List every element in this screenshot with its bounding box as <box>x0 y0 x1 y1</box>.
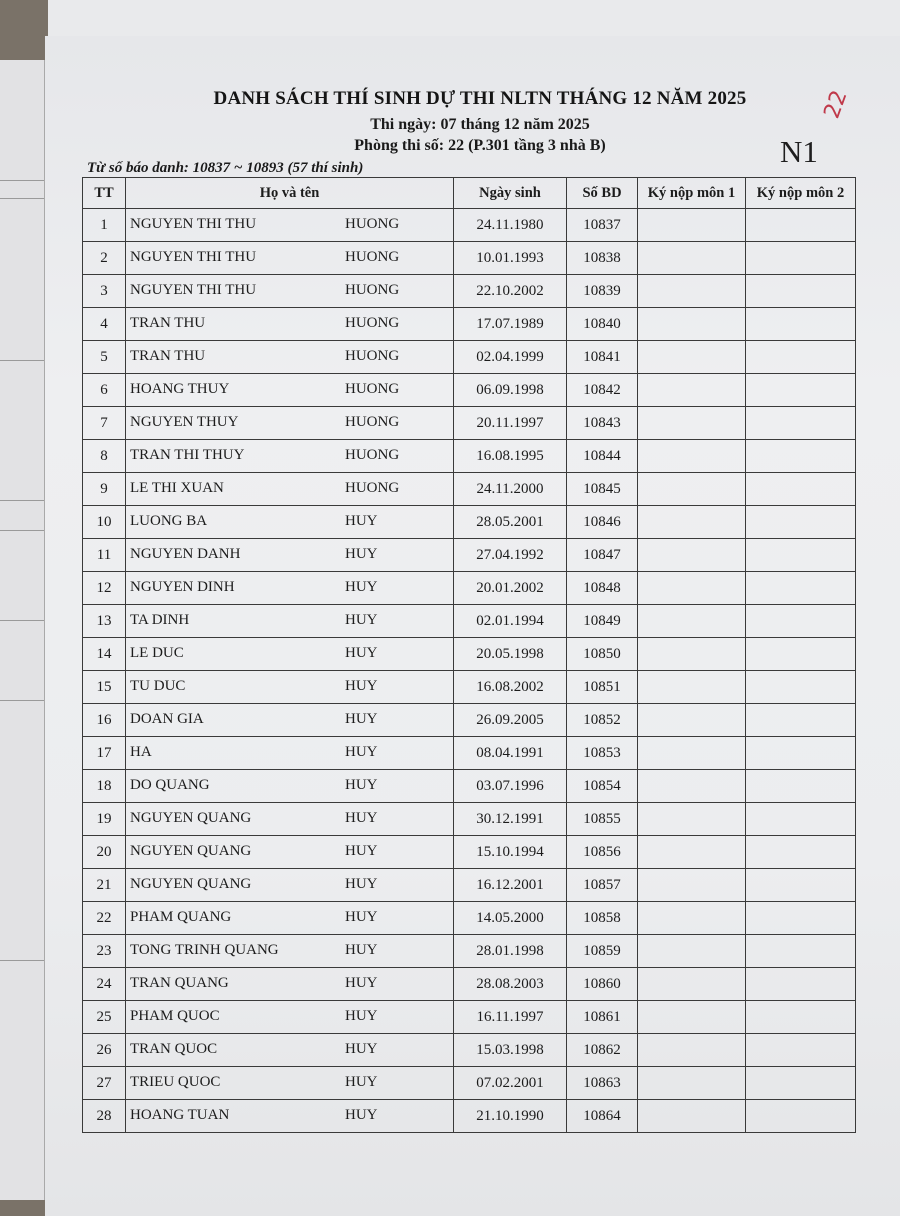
signature-cell-1 <box>638 671 746 704</box>
date-of-birth: 20.11.1997 <box>454 407 567 440</box>
first-name: HUONG <box>345 315 400 331</box>
last-middle-name: HOANG THUY <box>130 381 230 397</box>
signature-cell-1 <box>638 770 746 803</box>
col-header-sign-2: Ký nộp môn 2 <box>746 178 856 209</box>
signature-cell-1 <box>638 506 746 539</box>
date-of-birth: 07.02.2001 <box>454 1067 567 1100</box>
candidate-name <box>126 506 454 539</box>
table-row <box>83 605 856 638</box>
row-number: 23 <box>83 935 126 968</box>
signature-cell-2 <box>746 671 856 704</box>
first-name: HUY <box>345 1107 378 1123</box>
last-middle-name: HOANG TUAN <box>130 1107 230 1123</box>
signature-cell-1 <box>638 1100 746 1133</box>
candidate-name <box>126 242 454 275</box>
signature-cell-1 <box>638 704 746 737</box>
candidate-name <box>126 308 454 341</box>
table-row <box>83 737 856 770</box>
candidate-name <box>126 704 454 737</box>
last-middle-name: LE DUC <box>130 645 184 661</box>
last-middle-name: NGUYEN QUANG <box>130 810 252 826</box>
signature-cell-1 <box>638 1001 746 1034</box>
candidate-table <box>82 177 856 1133</box>
table-body <box>83 209 856 1133</box>
candidate-number: 10860 <box>567 968 638 1001</box>
table-row <box>83 704 856 737</box>
row-number: 8 <box>83 440 126 473</box>
last-middle-name: NGUYEN THUY <box>130 414 239 430</box>
candidate-number: 10850 <box>567 638 638 671</box>
first-name: HUONG <box>345 480 400 496</box>
row-number: 18 <box>83 770 126 803</box>
date-of-birth: 20.05.1998 <box>454 638 567 671</box>
table-row <box>83 1100 856 1133</box>
signature-cell-2 <box>746 638 856 671</box>
candidate-name <box>126 902 454 935</box>
candidate-name <box>126 737 454 770</box>
signature-cell-2 <box>746 572 856 605</box>
candidate-name <box>126 770 454 803</box>
candidate-name <box>126 341 454 374</box>
signature-cell-2 <box>746 275 856 308</box>
signature-cell-1 <box>638 1034 746 1067</box>
table-row <box>83 308 856 341</box>
table-row <box>83 374 856 407</box>
date-of-birth: 06.09.1998 <box>454 374 567 407</box>
first-name: HUONG <box>345 282 400 298</box>
signature-cell-1 <box>638 902 746 935</box>
last-middle-name: NGUYEN DANH <box>130 546 241 562</box>
table-row <box>83 473 856 506</box>
row-number: 12 <box>83 572 126 605</box>
candidate-name <box>126 836 454 869</box>
signature-cell-2 <box>746 770 856 803</box>
last-middle-name: TONG TRINH QUANG <box>130 942 279 958</box>
signature-cell-2 <box>746 242 856 275</box>
signature-cell-2 <box>746 1001 856 1034</box>
candidate-list-sheet <box>45 36 900 1216</box>
signature-cell-1 <box>638 275 746 308</box>
candidate-number: 10846 <box>567 506 638 539</box>
date-of-birth: 03.07.1996 <box>454 770 567 803</box>
row-number: 24 <box>83 968 126 1001</box>
candidate-number: 10862 <box>567 1034 638 1067</box>
last-middle-name: TRAN THI THUY <box>130 447 245 463</box>
date-of-birth: 08.04.1991 <box>454 737 567 770</box>
date-of-birth: 15.10.1994 <box>454 836 567 869</box>
candidate-number: 10847 <box>567 539 638 572</box>
signature-cell-2 <box>746 440 856 473</box>
candidate-name <box>126 407 454 440</box>
first-name: HUY <box>345 744 378 760</box>
first-name: HUY <box>345 843 378 859</box>
signature-cell-2 <box>746 374 856 407</box>
row-number: 13 <box>83 605 126 638</box>
signature-cell-2 <box>746 704 856 737</box>
exam-room: Phòng thi số: 22 (P.301 tầng 3 nhà B) <box>354 137 606 154</box>
signature-cell-2 <box>746 836 856 869</box>
candidate-number: 10859 <box>567 935 638 968</box>
date-of-birth: 14.05.2000 <box>454 902 567 935</box>
signature-cell-2 <box>746 539 856 572</box>
table-row <box>83 539 856 572</box>
candidate-range: Từ số báo danh: 10837 ~ 10893 (57 thí sinh) <box>87 160 364 176</box>
date-of-birth: 24.11.1980 <box>454 209 567 242</box>
table-row <box>83 1067 856 1100</box>
candidate-number: 10853 <box>567 737 638 770</box>
date-of-birth: 17.07.1989 <box>454 308 567 341</box>
col-header-sign-1: Ký nộp môn 1 <box>638 178 746 209</box>
first-name: HUY <box>345 579 378 595</box>
row-number: 28 <box>83 1100 126 1133</box>
table-row <box>83 836 856 869</box>
signature-cell-1 <box>638 836 746 869</box>
signature-cell-1 <box>638 341 746 374</box>
signature-cell-1 <box>638 737 746 770</box>
candidate-number: 10837 <box>567 209 638 242</box>
signature-cell-2 <box>746 506 856 539</box>
candidate-number: 10858 <box>567 902 638 935</box>
candidate-name <box>126 803 454 836</box>
first-name: HUONG <box>345 414 400 430</box>
signature-cell-2 <box>746 1100 856 1133</box>
row-number: 5 <box>83 341 126 374</box>
signature-cell-1 <box>638 407 746 440</box>
last-middle-name: LE THI XUAN <box>130 480 224 496</box>
col-header-tt: TT <box>83 178 126 209</box>
row-number: 3 <box>83 275 126 308</box>
candidate-name <box>126 1067 454 1100</box>
candidate-name <box>126 605 454 638</box>
table-row <box>83 572 856 605</box>
first-name: HUY <box>345 942 378 958</box>
last-middle-name: PHAM QUANG <box>130 909 232 925</box>
signature-cell-1 <box>638 1067 746 1100</box>
row-number: 27 <box>83 1067 126 1100</box>
last-middle-name: NGUYEN DINH <box>130 579 235 595</box>
row-number: 16 <box>83 704 126 737</box>
candidate-number: 10838 <box>567 242 638 275</box>
first-name: HUY <box>345 612 378 628</box>
date-of-birth: 22.10.2002 <box>454 275 567 308</box>
table-row <box>83 638 856 671</box>
candidate-name <box>126 572 454 605</box>
last-middle-name: NGUYEN QUANG <box>130 876 252 892</box>
date-of-birth: 10.01.1993 <box>454 242 567 275</box>
last-middle-name: TRIEU QUOC <box>130 1074 221 1090</box>
signature-cell-2 <box>746 209 856 242</box>
date-of-birth: 16.08.1995 <box>454 440 567 473</box>
signature-cell-1 <box>638 374 746 407</box>
signature-cell-2 <box>746 407 856 440</box>
col-header-name: Họ và tên <box>126 178 454 209</box>
last-middle-name: NGUYEN QUANG <box>130 843 252 859</box>
date-of-birth: 16.11.1997 <box>454 1001 567 1034</box>
last-middle-name: LUONG BA <box>130 513 208 529</box>
date-of-birth: 21.10.1990 <box>454 1100 567 1133</box>
handwritten-mark: 22 <box>819 87 853 122</box>
col-header-dob: Ngày sinh <box>454 178 567 209</box>
row-number: 22 <box>83 902 126 935</box>
candidate-number: 10845 <box>567 473 638 506</box>
signature-cell-2 <box>746 341 856 374</box>
signature-cell-1 <box>638 572 746 605</box>
first-name: HUY <box>345 1041 378 1057</box>
first-name: HUONG <box>345 216 400 232</box>
table-row <box>83 968 856 1001</box>
row-number: 15 <box>83 671 126 704</box>
signature-cell-1 <box>638 605 746 638</box>
candidate-name <box>126 671 454 704</box>
last-middle-name: TRAN THU <box>130 315 206 331</box>
date-of-birth: 16.08.2002 <box>454 671 567 704</box>
candidate-number: 10842 <box>567 374 638 407</box>
signature-cell-1 <box>638 209 746 242</box>
signature-cell-1 <box>638 440 746 473</box>
table-row <box>83 803 856 836</box>
signature-cell-1 <box>638 308 746 341</box>
candidate-name <box>126 1001 454 1034</box>
table-row <box>83 1034 856 1067</box>
candidate-name <box>126 638 454 671</box>
row-number: 26 <box>83 1034 126 1067</box>
first-name: HUY <box>345 645 378 661</box>
signature-cell-1 <box>638 638 746 671</box>
signature-cell-2 <box>746 869 856 902</box>
candidate-number: 10854 <box>567 770 638 803</box>
candidate-number: 10852 <box>567 704 638 737</box>
background-paper-left <box>0 60 45 1200</box>
last-middle-name: TA DINH <box>130 612 190 628</box>
candidate-number: 10861 <box>567 1001 638 1034</box>
signature-cell-1 <box>638 473 746 506</box>
table-row <box>83 671 856 704</box>
row-number: 20 <box>83 836 126 869</box>
candidate-name <box>126 968 454 1001</box>
signature-cell-2 <box>746 803 856 836</box>
candidate-number: 10855 <box>567 803 638 836</box>
row-number: 25 <box>83 1001 126 1034</box>
signature-cell-1 <box>638 803 746 836</box>
row-number: 14 <box>83 638 126 671</box>
first-name: HUY <box>345 513 378 529</box>
date-of-birth: 15.03.1998 <box>454 1034 567 1067</box>
last-middle-name: NGUYEN THI THU <box>130 216 257 232</box>
date-of-birth: 28.01.1998 <box>454 935 567 968</box>
candidate-number: 10839 <box>567 275 638 308</box>
last-middle-name: TRAN QUOC <box>130 1041 218 1057</box>
row-number: 10 <box>83 506 126 539</box>
candidate-number: 10863 <box>567 1067 638 1100</box>
candidate-number: 10849 <box>567 605 638 638</box>
date-of-birth: 28.08.2003 <box>454 968 567 1001</box>
table-row <box>83 275 856 308</box>
date-of-birth: 24.11.2000 <box>454 473 567 506</box>
last-middle-name: NGUYEN THI THU <box>130 249 257 265</box>
date-of-birth: 26.09.2005 <box>454 704 567 737</box>
candidate-number: 10844 <box>567 440 638 473</box>
first-name: HUONG <box>345 348 400 364</box>
candidate-name <box>126 539 454 572</box>
first-name: HUY <box>345 975 378 991</box>
table-row <box>83 770 856 803</box>
last-middle-name: NGUYEN THI THU <box>130 282 257 298</box>
last-middle-name: TRAN THU <box>130 348 206 364</box>
date-of-birth: 20.01.2002 <box>454 572 567 605</box>
first-name: HUONG <box>345 249 400 265</box>
candidate-name <box>126 209 454 242</box>
first-name: HUY <box>345 777 378 793</box>
signature-cell-1 <box>638 869 746 902</box>
table-row <box>83 440 856 473</box>
signature-cell-2 <box>746 308 856 341</box>
row-number: 9 <box>83 473 126 506</box>
table-header-row <box>83 178 856 209</box>
date-of-birth: 02.04.1999 <box>454 341 567 374</box>
candidate-number: 10843 <box>567 407 638 440</box>
last-middle-name: HA <box>130 744 152 760</box>
signature-cell-2 <box>746 473 856 506</box>
table-row <box>83 902 856 935</box>
first-name: HUY <box>345 810 378 826</box>
first-name: HUY <box>345 909 378 925</box>
candidate-number: 10848 <box>567 572 638 605</box>
signature-cell-1 <box>638 539 746 572</box>
candidate-name <box>126 374 454 407</box>
last-middle-name: DOAN GIA <box>130 711 204 727</box>
table-row <box>83 935 856 968</box>
table-row <box>83 407 856 440</box>
row-number: 17 <box>83 737 126 770</box>
row-number: 21 <box>83 869 126 902</box>
candidate-number: 10841 <box>567 341 638 374</box>
row-number: 11 <box>83 539 126 572</box>
first-name: HUY <box>345 1074 378 1090</box>
first-name: HUY <box>345 876 378 892</box>
signature-cell-2 <box>746 737 856 770</box>
table-row <box>83 1001 856 1034</box>
candidate-number: 10851 <box>567 671 638 704</box>
row-number: 19 <box>83 803 126 836</box>
last-middle-name: PHAM QUOC <box>130 1008 220 1024</box>
signature-cell-2 <box>746 1067 856 1100</box>
signature-cell-1 <box>638 935 746 968</box>
candidate-number: 10857 <box>567 869 638 902</box>
date-of-birth: 27.04.1992 <box>454 539 567 572</box>
candidate-name <box>126 275 454 308</box>
last-middle-name: DO QUANG <box>130 777 210 793</box>
row-number: 2 <box>83 242 126 275</box>
row-number: 1 <box>83 209 126 242</box>
date-of-birth: 30.12.1991 <box>454 803 567 836</box>
signature-cell-1 <box>638 968 746 1001</box>
table-row <box>83 506 856 539</box>
table-row <box>83 209 856 242</box>
first-name: HUONG <box>345 381 400 397</box>
col-header-sbd: Số BD <box>567 178 638 209</box>
room-code: N1 <box>780 134 818 169</box>
table-row <box>83 341 856 374</box>
candidate-name <box>126 1100 454 1133</box>
signature-cell-2 <box>746 935 856 968</box>
row-number: 4 <box>83 308 126 341</box>
first-name: HUY <box>345 546 378 562</box>
signature-cell-1 <box>638 242 746 275</box>
signature-cell-2 <box>746 902 856 935</box>
candidate-name <box>126 473 454 506</box>
signature-cell-2 <box>746 605 856 638</box>
row-number: 6 <box>83 374 126 407</box>
row-number: 7 <box>83 407 126 440</box>
signature-cell-2 <box>746 1034 856 1067</box>
candidate-name <box>126 935 454 968</box>
table-row <box>83 242 856 275</box>
signature-cell-2 <box>746 968 856 1001</box>
first-name: HUY <box>345 678 378 694</box>
candidate-name <box>126 869 454 902</box>
exam-date: Thi ngày: 07 tháng 12 năm 2025 <box>370 116 590 133</box>
date-of-birth: 28.05.2001 <box>454 506 567 539</box>
first-name: HUY <box>345 711 378 727</box>
candidate-number: 10856 <box>567 836 638 869</box>
candidate-number: 10840 <box>567 308 638 341</box>
first-name: HUONG <box>345 447 400 463</box>
first-name: HUY <box>345 1008 378 1024</box>
last-middle-name: TRAN QUANG <box>130 975 229 991</box>
table-row <box>83 869 856 902</box>
last-middle-name: TU DUC <box>130 678 186 694</box>
document-title: DANH SÁCH THÍ SINH DỰ THI NLTN THÁNG 12 NĂM 2025 <box>213 88 747 109</box>
candidate-name <box>126 1034 454 1067</box>
candidate-number: 10864 <box>567 1100 638 1133</box>
date-of-birth: 16.12.2001 <box>454 869 567 902</box>
candidate-name <box>126 440 454 473</box>
date-of-birth: 02.01.1994 <box>454 605 567 638</box>
